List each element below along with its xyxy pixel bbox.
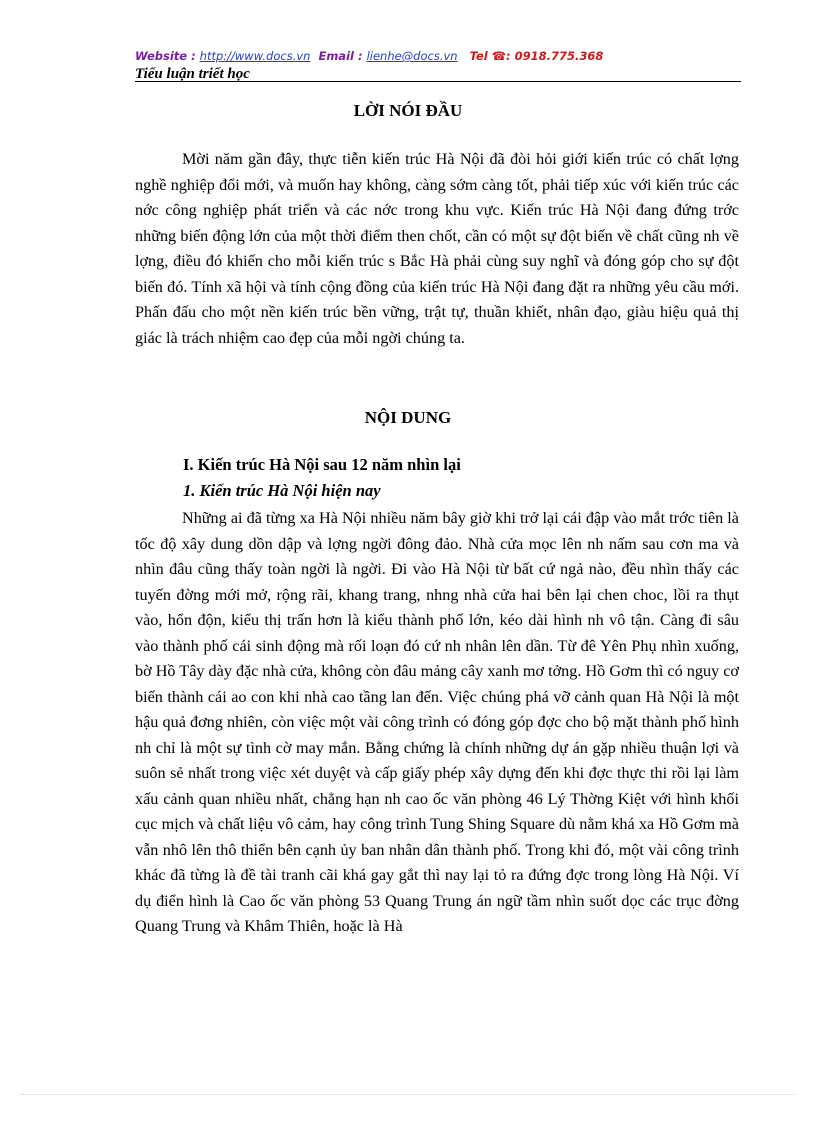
- content-paragraph: Những ai đã từng xa Hà Nội nhiều năm bây giờ khi trở lại cái đập vào mắt trớc tiên là tốc độ xây dung dồn dập và lợng ngời đông đảo. Nhà cửa mọc lên nh nấm sau cơn ma và nhìn đâu cũng thấy toàn ngời là ngời. Đi vào Hà Nội từ bất cứ ngả nào, đều nhìn thấy các tuyến đờng mới mở, rộng rãi, khang trang, nhng nhà cửa hai bên lại chen choc, lồi ra thụt vào, hổn độn, kiểu thị trấn hơn là kiểu thành phố lớn, kéo dài hình nh vô tận. Càng đi sâu vào thành phố cái sinh động mà rối loạn đó cứ nh nhân lên dần. Từ đê Yên Phụ nhìn xuống, bờ Hồ Tây dày đặc nhà cửa, không còn đâu mảng cây xanh mơ tởng. Hồ Gơm thì có nguy cơ biến thành cái ao con khi nhà cao tầng lan đến. Việc chúng phá vỡ cảnh quan Hà Nội là một hậu quả đơng nhiên, còn việc một vài công trình có đóng góp đợc cho bộ mặt thành phố hình nh chỉ là một sự tình cờ may mắn. Bằng chứng là chính những dự án gặp nhiều thuận lợi và suôn sẻ nhất trong việc xét duyệt và cấp giấy phép xây dựng đến khi đợc thực thi rồi lại làm xấu cảnh quan nhiều nhất, chẳng hạn nh cao ốc văn phòng 46 Lý Thờng Kiệt với hình khối cục mịch và chất liệu vô cảm, hay công trình Tung Shing Square dù nằm khá xa Hồ Gơm mà vẫn nhô lên thô thiển bên cạnh ủy ban nhân dân thành phố. Trong khi đó, một vài công trình khác đã từng là đề tài tranh cãi khá gay gắt thì nay lại tỏ ra đứng đợc trong lòng Hà Nội. Ví dụ điển hình là Cao ốc văn phòng 53 Quang Trung án ngữ tầm nhìn suốt dọc các trục đờng Quang Trung và Khâm Thiên, hoặc là Hà: [135, 509, 739, 935]
- content-heading: NỘI DUNG: [364, 408, 452, 427]
- email-label: Email :: [318, 49, 367, 63]
- tel-value: : 0918.775.368: [506, 49, 604, 63]
- website-link[interactable]: http://www.docs.vn: [199, 49, 311, 63]
- tel-label: Tel: [469, 49, 492, 63]
- page-bottom-divider: [20, 1094, 796, 1095]
- website-label: Website :: [135, 49, 200, 63]
- content-body: [135, 506, 739, 940]
- phone-icon: ☎: [491, 49, 507, 63]
- intro-paragraph: Mời năm gần đây, thực tiễn kiến trúc Hà Nội đã đòi hỏi giới kiến trúc có chất lợng nghề nghiệp đổi mới, và muốn hay không, càng sớm càng tốt, phải tiếp xúc với kiến trúc các nớc công nghiệp phát triển và các nớc trong khu vực. Kiến trúc Hà Nội đang đứng trớc những biến động lớn của một thời điểm then chốt, cần có một sự đột biến về chất cũng nh về lợng, điều đó khiến cho mỗi kiến trúc s Bắc Hà phải cùng suy nghĩ và đóng góp cho sự đột biến đó. Tính xã hội và tính cộng đồng của kiến trúc Hà Nội đang đặt ra những yêu cầu mới. Phấn đấu cho một nền kiến trúc bền vững, trật tự, thuần khiết, nhân đạo, giàu hiệu quả thị giác là trách nhiệm cao đẹp của mỗi ngời chúng ta.: [135, 150, 739, 347]
- header-divider: [135, 81, 741, 82]
- subsection-heading: 1. Kiến trúc Hà Nội hiện nay: [183, 481, 381, 500]
- intro-body: [135, 147, 739, 351]
- document-subtitle: Tiểu luận triết học: [135, 66, 250, 82]
- document-header: [135, 49, 603, 63]
- intro-heading: LỜI NÓI ĐẦU: [353, 101, 463, 120]
- section-heading: I. Kiến trúc Hà Nội sau 12 năm nhìn lại: [183, 455, 461, 474]
- email-link[interactable]: lienhe@docs.vn: [366, 49, 458, 63]
